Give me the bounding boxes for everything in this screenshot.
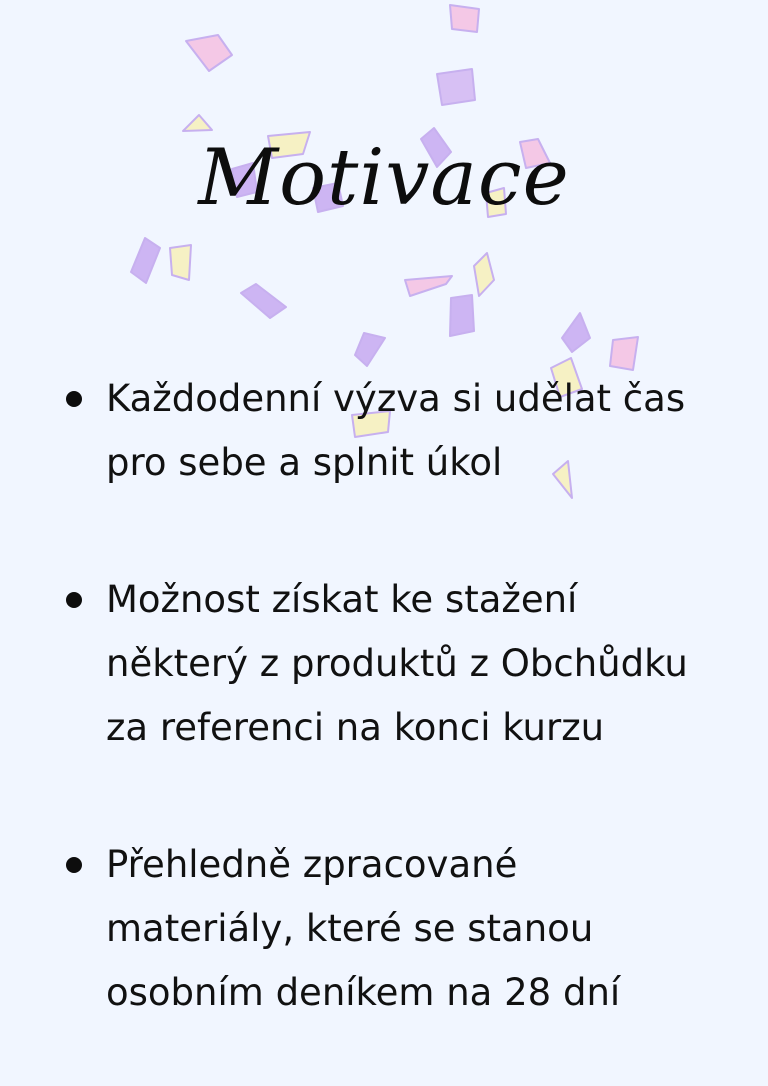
confetti-piece bbox=[186, 35, 232, 71]
confetti-piece bbox=[450, 295, 474, 336]
list-item bbox=[62, 367, 752, 495]
bullet-icon bbox=[66, 592, 82, 608]
confetti-piece bbox=[562, 313, 590, 352]
confetti-piece bbox=[355, 333, 385, 366]
list-item bbox=[62, 833, 752, 1025]
confetti-piece bbox=[241, 284, 286, 318]
bullet-icon bbox=[66, 391, 82, 407]
confetti-piece bbox=[170, 245, 191, 280]
confetti-piece bbox=[405, 276, 452, 296]
confetti-piece bbox=[450, 5, 479, 32]
bullet-list bbox=[62, 367, 752, 1025]
confetti-piece bbox=[131, 238, 160, 283]
list-item-text: Každodenní výzva si udělat čas pro sebe a splnit úkol bbox=[106, 377, 686, 484]
confetti-piece bbox=[610, 337, 638, 370]
page-title: Motivace bbox=[198, 133, 570, 223]
list-item-text: Přehledně zpracované materiály, které se stanou osobním deníkem na 28 dní bbox=[106, 843, 621, 1014]
confetti-piece bbox=[474, 253, 494, 296]
list-item-text: Možnost získat ke stažení některý z produktů z Obchůdku za referenci na konci kurzu bbox=[106, 578, 688, 749]
list-item bbox=[62, 568, 752, 760]
bullet-icon bbox=[66, 857, 82, 873]
confetti-piece bbox=[437, 69, 475, 105]
